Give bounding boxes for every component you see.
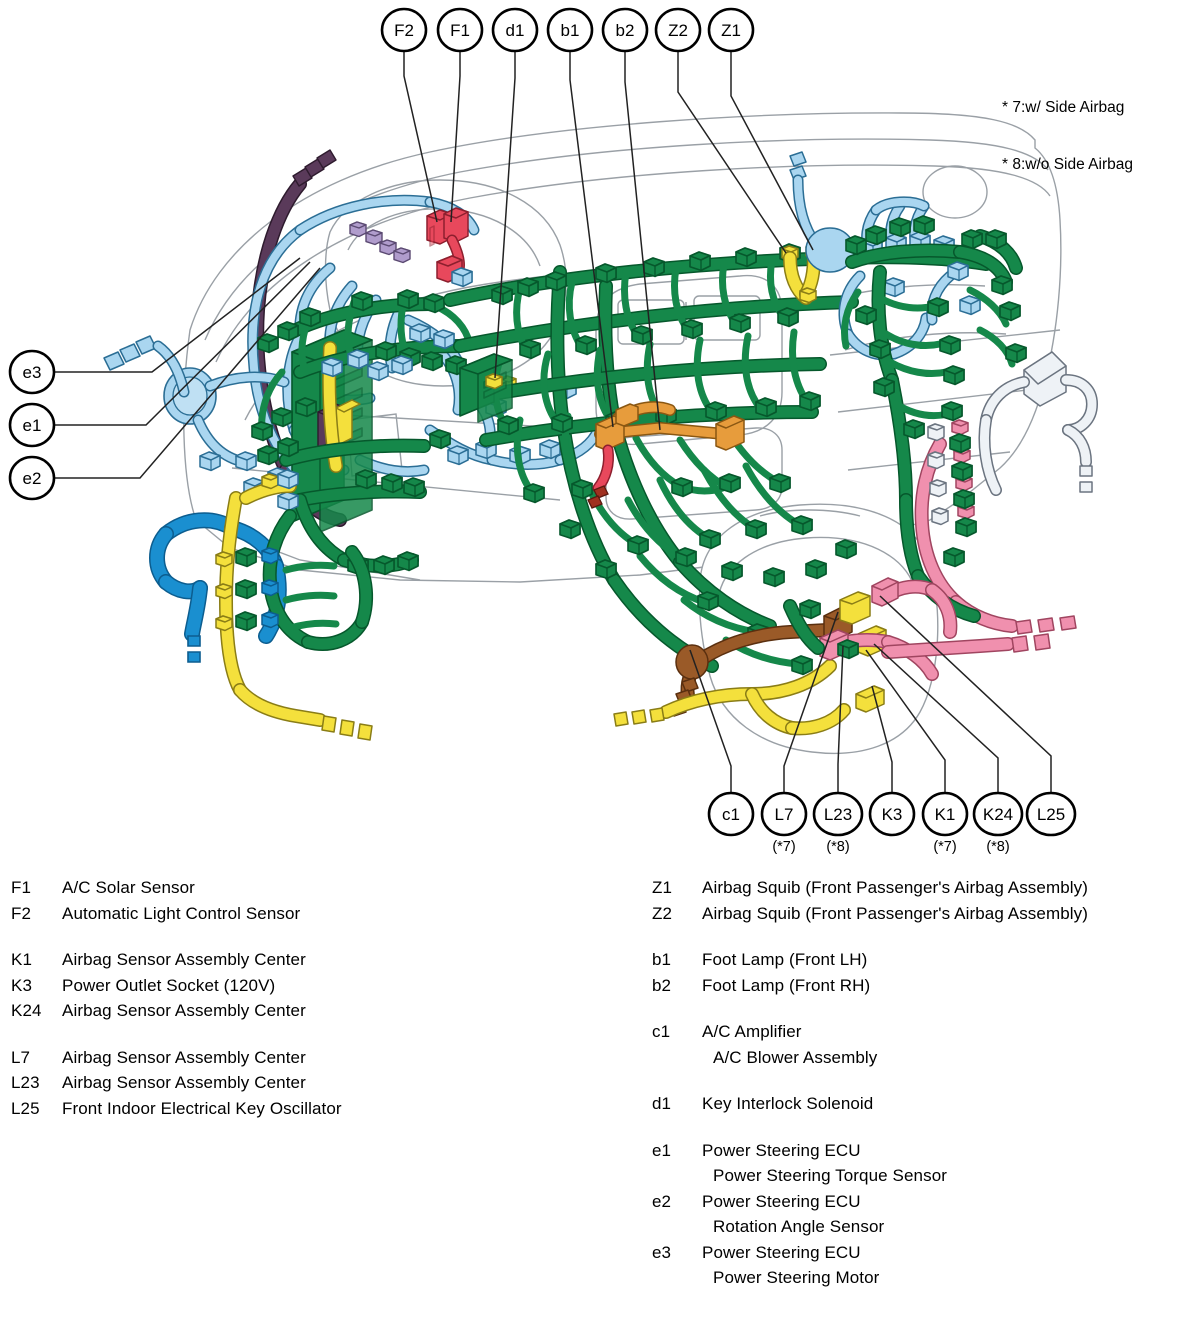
- legend-description: Foot Lamp (Front LH): [702, 950, 868, 969]
- legend-row-e2: [640, 1189, 1200, 1215]
- callout-b1[interactable]: [548, 9, 592, 51]
- legend-code: e2: [652, 1191, 672, 1211]
- legend-group: [640, 947, 1200, 998]
- legend-description: Power Steering ECU: [702, 1140, 861, 1160]
- legend-row-c1: [640, 1019, 1200, 1045]
- legend-description: A/C Amplifier: [702, 1022, 802, 1041]
- legend-description: Power Steering ECU: [702, 1191, 861, 1211]
- legend-description: Automatic Light Control Sensor: [62, 903, 301, 923]
- callout-label: Z2: [668, 21, 688, 40]
- legend-description: Power Outlet Socket (120V): [62, 975, 276, 995]
- callout-sublabel: (*8): [986, 839, 1010, 855]
- footnote-block: [1002, 60, 1133, 212]
- legend-code: d1: [652, 1094, 672, 1113]
- legend-group: [0, 1045, 620, 1122]
- legend-code: F2: [11, 903, 32, 923]
- legend-code: Z1: [652, 878, 673, 897]
- legend-code: Z2: [652, 903, 673, 923]
- callout-label: L7: [774, 805, 794, 824]
- callout-label: K3: [881, 805, 903, 824]
- footnote-line-2: * 8:w/o Side Airbag: [1002, 156, 1133, 173]
- legend-description: Airbag Squib (Front Passenger's Airbag Assembly): [702, 878, 1089, 897]
- callout-k3[interactable]: [870, 793, 914, 835]
- legend-row-k24: [0, 998, 620, 1024]
- legend-group: [640, 875, 1200, 926]
- callout-f2[interactable]: [382, 9, 426, 51]
- callout-label: b1: [560, 21, 580, 40]
- callout-l23[interactable]: [814, 793, 862, 855]
- callout-l25[interactable]: [1027, 793, 1075, 835]
- legend-row-k3: [0, 973, 620, 999]
- callout-label: e2: [22, 469, 42, 488]
- callout-label: d1: [505, 21, 525, 40]
- legend-description: Airbag Sensor Assembly Center: [62, 1073, 306, 1092]
- legend-description: A/C Solar Sensor: [62, 878, 195, 897]
- callout-e2[interactable]: [10, 457, 54, 499]
- callout-label: L25: [1036, 805, 1066, 824]
- legend-description: Key Interlock Solenoid: [702, 1094, 874, 1113]
- callout-label: F1: [450, 21, 470, 40]
- legend-description: Power Steering ECU: [702, 1242, 861, 1262]
- legend-code: L25: [11, 1098, 40, 1118]
- callout-e1[interactable]: [10, 404, 54, 446]
- callout-k24[interactable]: [974, 793, 1022, 855]
- legend-row-b1: [640, 947, 1200, 973]
- legend-description-secondary: A/C Blower Assembly: [713, 1047, 878, 1067]
- callout-c1[interactable]: [709, 793, 753, 835]
- legend-row-l23: [0, 1070, 620, 1096]
- legend-code: K24: [11, 1001, 42, 1020]
- legend-row-e3: [640, 1240, 1200, 1266]
- legend-code: e1: [652, 1140, 672, 1160]
- legend-description: Airbag Sensor Assembly Center: [62, 950, 306, 969]
- callout-label: b2: [615, 21, 635, 40]
- legend-code: K3: [11, 975, 32, 995]
- legend-description-secondary: Power Steering Torque Sensor: [713, 1166, 948, 1185]
- legend-row-z1: [640, 875, 1200, 901]
- legend-group: [640, 1138, 1200, 1291]
- legend-row-z2: [640, 901, 1200, 927]
- legend-column-right: [640, 875, 1200, 1312]
- legend-group: [640, 1091, 1200, 1117]
- callout-k1[interactable]: [923, 793, 967, 855]
- legend-row-d1: [640, 1091, 1200, 1117]
- callout-l7[interactable]: [762, 793, 806, 855]
- legend-description: Front Indoor Electrical Key Oscillator: [62, 1098, 342, 1118]
- callout-label: L23: [823, 805, 853, 824]
- callout-label: e3: [22, 363, 42, 382]
- callout-label: e1: [22, 416, 42, 435]
- legend-column-left: [0, 875, 620, 1142]
- legend-code: L23: [11, 1073, 40, 1092]
- callout-z1[interactable]: [709, 9, 753, 51]
- component-legend: [0, 875, 1200, 1327]
- legend-description: Airbag Sensor Assembly Center: [62, 1001, 306, 1020]
- legend-row-e1: [640, 1138, 1200, 1164]
- callout-label: c1: [722, 805, 740, 824]
- callout-d1[interactable]: [493, 9, 537, 51]
- callout-sublabel: (*7): [772, 839, 796, 855]
- callout-label: Z1: [721, 21, 741, 40]
- legend-row-f1: [0, 875, 620, 901]
- callout-z2[interactable]: [656, 9, 700, 51]
- legend-code: K1: [11, 950, 32, 969]
- callout-f1[interactable]: [438, 9, 482, 51]
- legend-description: Airbag Squib (Front Passenger's Airbag Assembly): [702, 903, 1089, 923]
- legend-code: b1: [652, 950, 672, 969]
- callout-label: F2: [394, 21, 414, 40]
- legend-group: [0, 947, 620, 1024]
- callout-b2[interactable]: [603, 9, 647, 51]
- footnote-line-1: * 7:w/ Side Airbag: [1002, 99, 1125, 116]
- legend-description: Airbag Sensor Assembly Center: [62, 1047, 306, 1067]
- legend-code: b2: [652, 975, 672, 995]
- legend-code: e3: [652, 1242, 672, 1262]
- legend-code: c1: [652, 1022, 671, 1041]
- legend-code: L7: [11, 1047, 31, 1067]
- legend-description-secondary: Power Steering Motor: [713, 1268, 880, 1287]
- callout-sublabel: (*8): [826, 839, 850, 855]
- legend-row-l7: [0, 1045, 620, 1071]
- legend-description-secondary: Rotation Angle Sensor: [713, 1217, 885, 1236]
- legend-row-b2: [640, 973, 1200, 999]
- legend-code: F1: [11, 878, 32, 897]
- callout-label: K1: [934, 805, 956, 824]
- callout-e3[interactable]: [10, 351, 54, 393]
- legend-group: [640, 1019, 1200, 1070]
- legend-row-k1: [0, 947, 620, 973]
- legend-row-f2: [0, 901, 620, 927]
- legend-row-l25: [0, 1096, 620, 1122]
- legend-group: [0, 875, 620, 926]
- callout-sublabel: (*7): [933, 839, 957, 855]
- callout-label: K24: [982, 805, 1014, 824]
- legend-description: Foot Lamp (Front RH): [702, 975, 871, 995]
